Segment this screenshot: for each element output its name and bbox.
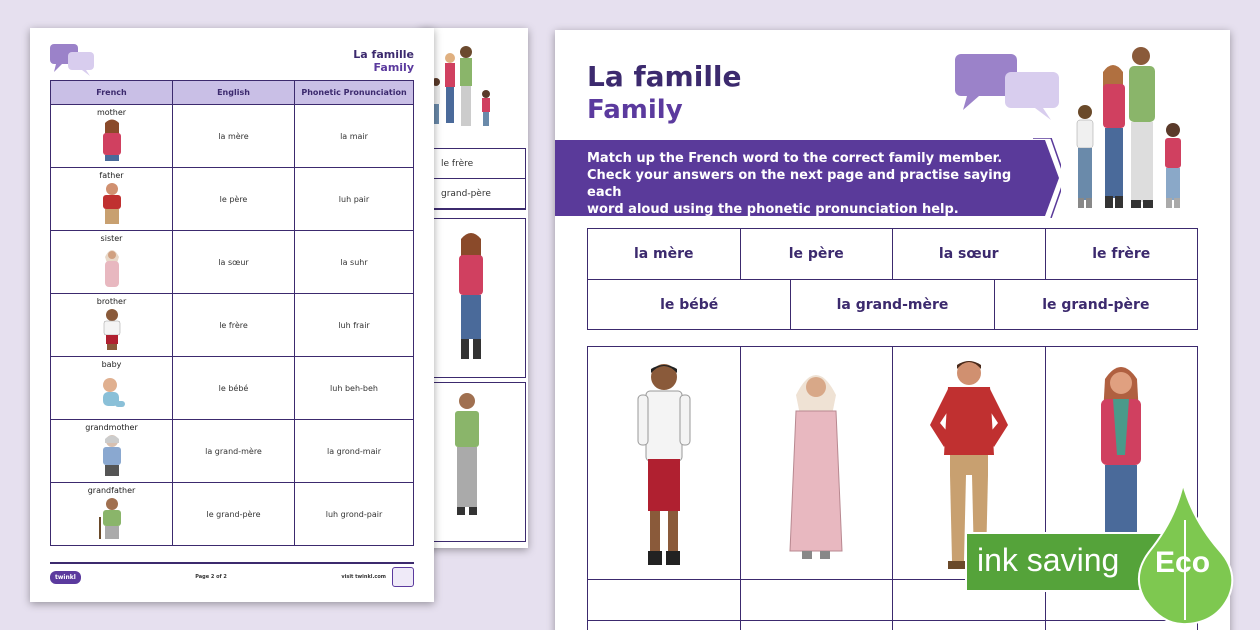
word-card[interactable]: le frère — [1092, 246, 1151, 262]
back-table-row: le frère — [431, 149, 525, 179]
instruction-line: word aloud using the phonetic pronunciation help. — [587, 202, 959, 217]
speech-bubble-icon — [953, 52, 1063, 132]
grandfather-icon — [95, 497, 129, 539]
twinkl-logo: twinkl — [50, 571, 81, 584]
word-bank — [587, 228, 1198, 330]
instruction-line: Match up the French word to the correct family member. — [587, 151, 1003, 166]
cell-phonetic: la grond-mair — [295, 420, 414, 483]
footer-right — [341, 567, 414, 587]
cell-word — [51, 357, 173, 420]
page-title — [353, 48, 414, 74]
cell-phonetic: luh beh-beh — [295, 357, 414, 420]
cell-english: le grand-père — [173, 483, 295, 546]
page-number: Page 2 of 2 — [195, 574, 227, 580]
table-header-row — [51, 81, 414, 105]
cell-phonetic: luh frair — [295, 294, 414, 357]
word-label: grandmother — [85, 423, 138, 432]
cell-phonetic: la mair — [295, 105, 414, 168]
table-row — [51, 294, 414, 357]
cell-english: le frère — [173, 294, 295, 357]
page-title — [587, 60, 742, 126]
cell-word — [51, 231, 173, 294]
word-card[interactable]: le bébé — [588, 280, 791, 329]
cell-word — [51, 420, 173, 483]
column-header-french: French — [51, 81, 173, 105]
table-row — [51, 231, 414, 294]
page-footer — [50, 562, 414, 586]
word-label: baby — [101, 360, 122, 369]
cell-english: la grand-mère — [173, 420, 295, 483]
word-label: father — [99, 171, 124, 180]
cell-english: la mère — [173, 105, 295, 168]
answer-box[interactable] — [588, 579, 740, 621]
cell-word — [51, 483, 173, 546]
answer-worksheet — [30, 28, 434, 602]
table-row — [51, 420, 414, 483]
cell-word — [51, 105, 173, 168]
word-label: grandfather — [87, 486, 136, 495]
word-card[interactable]: la sœur — [893, 229, 1046, 279]
word-label: sister — [100, 234, 123, 243]
cell-english: le père — [173, 168, 295, 231]
grandmother-icon — [95, 434, 129, 476]
cell-phonetic: luh pair — [295, 168, 414, 231]
quality-badge-icon — [392, 567, 414, 587]
word-card[interactable]: la mère — [588, 229, 741, 279]
mother-illustration — [441, 229, 501, 369]
title-english: Family — [587, 95, 683, 125]
family-illustration — [1063, 44, 1193, 214]
word-card[interactable]: la grand-mère — [791, 280, 994, 329]
column-header-phonetic: Phonetic Pronunciation — [295, 81, 414, 105]
baby-icon — [95, 371, 129, 413]
family-illustration-small — [426, 38, 506, 138]
title-french: La famille — [353, 48, 414, 61]
word-label: mother — [96, 108, 127, 117]
back-worksheet — [420, 28, 528, 548]
word-bank-row — [588, 229, 1197, 279]
answer-box[interactable] — [741, 579, 893, 621]
table-row — [51, 483, 414, 546]
cell-english: la sœur — [173, 231, 295, 294]
cell-phonetic: la suhr — [295, 231, 414, 294]
footer-url: visit twinkl.com — [341, 574, 386, 580]
instruction-line: Check your answers on the next page and practise saying each — [587, 168, 1012, 200]
picture-cell-sister — [741, 347, 894, 630]
word-label: brother — [96, 297, 127, 306]
table-row — [51, 168, 414, 231]
vocabulary-table — [50, 80, 414, 546]
brother-icon — [95, 308, 129, 350]
badge-label: ink saving — [977, 542, 1120, 578]
mother-icon — [95, 119, 129, 161]
cell-word — [51, 294, 173, 357]
back-table-row: grand-père — [431, 179, 525, 209]
word-card[interactable]: le père — [741, 229, 894, 279]
title-english: Family — [373, 61, 414, 74]
back-picture-cell — [430, 218, 526, 378]
cell-phonetic: luh grond-pair — [295, 483, 414, 546]
cell-word — [51, 168, 173, 231]
brother-illustration — [624, 355, 704, 575]
ink-saving-badge — [965, 480, 1260, 630]
cell-english: le bébé — [173, 357, 295, 420]
grandfather-illustration — [437, 389, 497, 529]
sister-illustration — [776, 355, 856, 575]
back-picture-cell — [430, 382, 526, 542]
title-french: La famille — [587, 60, 742, 93]
table-row — [51, 357, 414, 420]
word-bank-row — [588, 279, 1197, 329]
column-header-english: English — [173, 81, 295, 105]
back-table — [430, 148, 526, 210]
table-row — [51, 105, 414, 168]
word-card[interactable]: le grand-père — [1042, 296, 1150, 313]
banner-arrow-icon — [1025, 138, 1061, 218]
father-icon — [95, 182, 129, 224]
picture-cell-brother — [588, 347, 741, 630]
instructions-banner — [555, 140, 1045, 216]
badge-eco-label: Eco — [1155, 546, 1211, 579]
speech-bubble-icon — [50, 44, 98, 76]
sister-icon — [95, 245, 129, 287]
